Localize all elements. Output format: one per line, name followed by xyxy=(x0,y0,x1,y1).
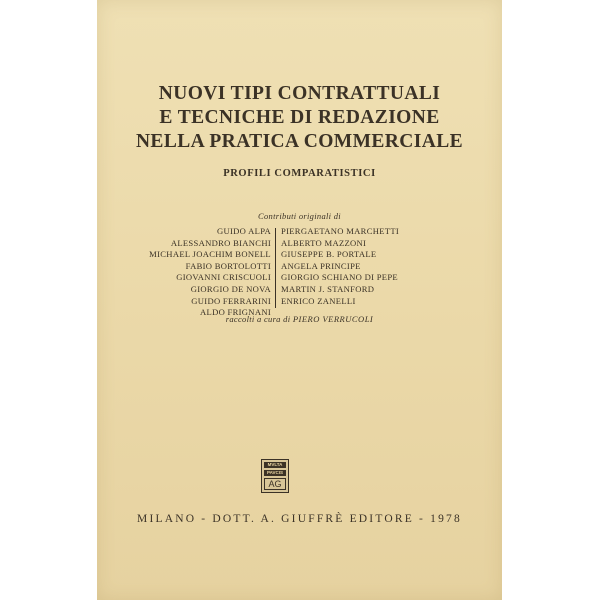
title-line-2: E TECNICHE DI REDAZIONE xyxy=(159,107,440,128)
publisher-imprint: MILANO - DOTT. A. GIUFFRÈ EDITORE - 1978 xyxy=(137,513,462,525)
contributor-name: ANGELA PRINCIPE xyxy=(281,260,361,271)
contributor-name: ALDO FRIGNANI xyxy=(200,307,271,318)
contributor-name: GIUSEPPE B. PORTALE xyxy=(281,249,377,260)
contributor-name: PIERGAETANO MARCHETTI xyxy=(281,226,400,236)
contributor-name: GUIDO FERRARINI xyxy=(191,295,271,306)
publisher-logo xyxy=(261,459,289,493)
contributor-name: ENRICO ZANELLI xyxy=(281,295,356,306)
contributor-name: GIORGIO SCHIANO DI PEPE xyxy=(281,272,398,283)
curator-name: PIERO VERRUCOLI xyxy=(292,314,374,324)
logo-monogram: AG xyxy=(264,478,286,490)
contributor-name: MICHAEL JOACHIM BONELL xyxy=(149,249,271,260)
contributor-name: MARTIN J. STANFORD xyxy=(281,283,375,294)
contributor-name: ALESSANDRO BIANCHI xyxy=(170,237,271,248)
curated-prefix: raccolti a cura di xyxy=(225,314,291,324)
contributors-right-column xyxy=(281,226,399,307)
curator-line xyxy=(97,314,502,324)
contributors-left-column xyxy=(149,226,271,319)
contributor-name: GIORGIO DE NOVA xyxy=(190,283,271,294)
contributor-name: FABIO BORTOLOTTI xyxy=(185,260,271,271)
title-page xyxy=(97,0,502,600)
contributors-label: Contributi originali di xyxy=(258,211,341,221)
logo-band-top: MVLTA xyxy=(264,462,286,468)
book-title xyxy=(97,82,502,154)
contributor-name: GUIDO ALPA xyxy=(216,226,271,236)
book-subtitle: PROFILI COMPARATISTICI xyxy=(223,168,376,179)
title-line-1: NUOVI TIPI CONTRATTUALI xyxy=(158,83,441,104)
column-divider xyxy=(275,228,276,308)
contributor-name: ALBERTO MAZZONI xyxy=(281,237,367,248)
title-line-3: NELLA PRATICA COMMERCIALE xyxy=(135,131,464,152)
contributor-name: GIOVANNI CRISCUOLI xyxy=(176,272,271,283)
logo-band-middle: PAVCIS xyxy=(264,470,286,476)
